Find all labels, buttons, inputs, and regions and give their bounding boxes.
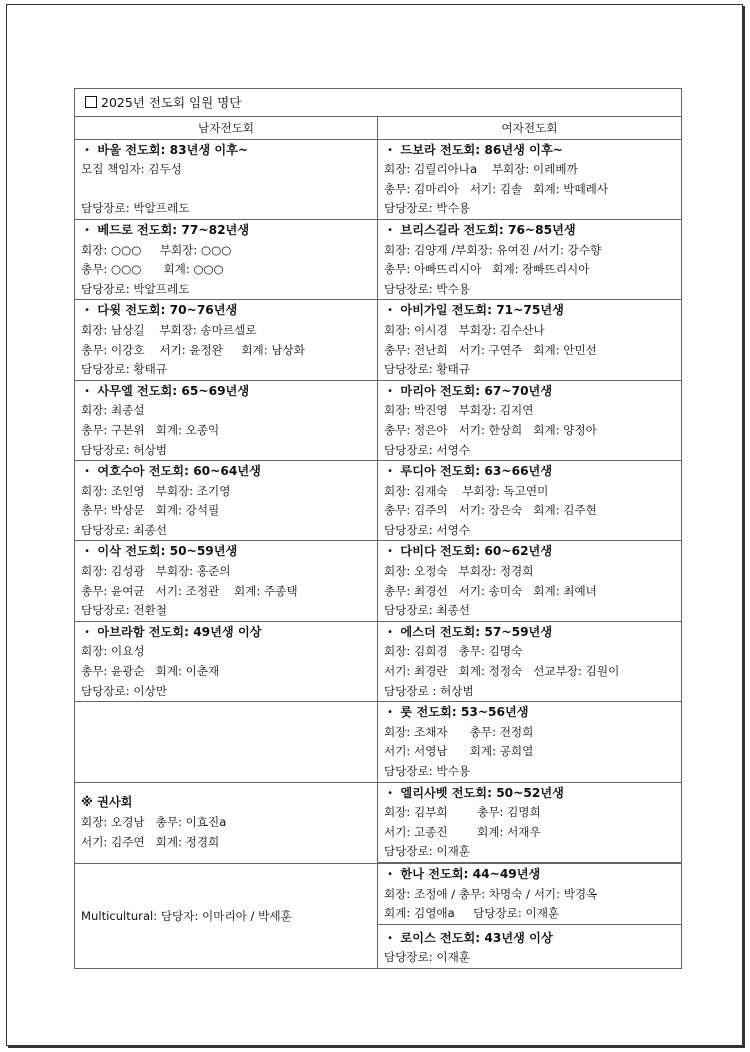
lois-line: 담당장로: 이재훈 [384, 950, 470, 965]
fellowship-title: ・ 여호수아 전도회: 60~64년생 [81, 464, 261, 479]
fellowship-line: 총무: 구본위 회계: 오종익 [81, 422, 220, 437]
male-fellowship-cell [75, 702, 378, 782]
title-text: 2025년 전도회 임원 명단 [101, 95, 242, 110]
female-fellowship-cell [378, 300, 682, 380]
fellowship-line: 총무: 김마리아 서기: 김솔 회계: 박떼레사 [384, 181, 609, 196]
elizabeth-line: 담당장로: 이재훈 [384, 844, 470, 859]
fellowship-title: ・ 루디아 전도회: 63~66년생 [384, 464, 553, 479]
roster-row [75, 139, 682, 219]
elizabeth-line: 회장: 김부희 총무: 김명희 [384, 805, 541, 820]
fellowship-line: 회장: 이시경 부회장: 김수산나 [384, 322, 545, 337]
elizabeth-title: ・ 엘리사벳 전도회: 50~52년생 [384, 785, 564, 800]
fellowship-line: 총무: 최경선 서기: 송미숙 회계: 최예녀 [384, 583, 597, 598]
fellowship-title: ・ 베드로 전도회: 77~82년생 [81, 222, 250, 237]
fellowship-line: 담당장로: 서영수 [384, 442, 470, 457]
male-column-header: 남자전도회 [75, 117, 378, 140]
fellowship-title: ・ 다비다 전도회: 60~62년생 [384, 544, 553, 559]
female-fellowship-cell [378, 541, 682, 621]
council-line: 회장: 오경남 총무: 이효진a [81, 814, 227, 829]
fellowship-line: 담당장로: 박수용 [384, 764, 470, 778]
fellowship-line: 서기: 최경란 회계: 정정숙 선교부장: 김원이 [384, 664, 620, 679]
fellowship-line: 담당장로: 박알프레도 [81, 281, 190, 296]
roster-row [75, 219, 682, 299]
fellowship-line: 담당장로: 허상범 [81, 442, 167, 457]
fellowship-line: 회장: 김릴리아나a 부회장: 이레베까 [384, 162, 578, 177]
fellowship-line: 모집 책임자: 김두성 [81, 162, 182, 177]
fellowship-line: 총무: 박상문 회계: 강석필 [81, 503, 220, 518]
fellowship-line: 총무: 정은아 서기: 한상희 회계: 양정아 [384, 422, 597, 437]
fellowship-line: 회장: 이요성 [81, 644, 145, 659]
fellowship-line: 담당장로: 황태규 [81, 362, 167, 377]
fellowship-title: ・ 아브라함 전도회: 49년생 이상 [81, 624, 262, 639]
roster-rows [75, 139, 682, 782]
fellowship-line: 총무: 윤여균 서기: 조정관 회계: 주종택 [81, 583, 298, 598]
council-title: ※ 권사회 [81, 795, 133, 810]
fellowship-title: ・ 룻 전도회: 53~56년생 [384, 705, 529, 720]
fellowship-title: ・ 이삭 전도회: 50~59년생 [81, 544, 238, 559]
fellowship-line [81, 742, 371, 762]
fellowship-line: 서기: 서영남 회계: 공희열 [384, 744, 534, 759]
fellowship-line: 회장: 김성광 부회장: 홍준의 [81, 564, 231, 579]
fellowship-line: 회장: 조인영 부회장: 조기영 [81, 483, 231, 498]
fellowship-line: 담당장로: 박수용 [384, 201, 470, 216]
officer-roster [74, 88, 681, 969]
fellowship-title: ・ 드보라 전도회: 86년생 이후~ [384, 142, 563, 157]
fellowship-title: ・ 아비가일 전도회: 71~75년생 [384, 303, 564, 318]
fellowship-title: ・ 마리아 전도회: 67~70년생 [384, 383, 553, 398]
fellowship-line: 담당장로: 박알프레도 [81, 201, 190, 216]
male-fellowship-cell [75, 219, 378, 299]
multicultural-text: Multicultural: 담당자: 이마리아 / 박세훈 [81, 908, 292, 923]
fellowship-line: 담당장로: 최종선 [81, 522, 167, 537]
fellowship-line: 총무: 김주의 서기: 장은숙 회계: 김주현 [384, 503, 597, 518]
fellowship-title: ・ 에스더 전도회: 57~59년생 [384, 624, 553, 639]
elizabeth-line: 서기: 고종진 회계: 서재우 [384, 824, 541, 839]
fellowship-line: 회장: ○○○ 부회장: ○○○ [81, 242, 232, 257]
multicultural-cell [75, 863, 378, 968]
fellowship-line: 담당장로: 박수용 [384, 281, 470, 296]
female-fellowship-cell [378, 461, 682, 541]
female-fellowship-cell [378, 621, 682, 701]
checkbox-square-icon [85, 96, 97, 108]
fellowship-line: 회장: 최종설 [81, 403, 145, 418]
roster-title [75, 89, 682, 117]
fellowship-title [81, 703, 371, 723]
roster-table [74, 88, 682, 969]
fellowship-line: 회장: 조채자 총무: 전정희 [384, 724, 534, 739]
fellowship-title: ・ 다윗 전도회: 70~76년생 [81, 303, 238, 318]
fellowship-line: 총무: 아빠뜨리시아 회계: 장빠뜨리시아 [384, 262, 590, 277]
fellowship-line: 총무: 전난희 서기: 구연주 회계: 안민선 [384, 342, 597, 357]
male-fellowship-cell [75, 541, 378, 621]
hannah-line: 회계: 김영애a 담당장로: 이재훈 [384, 906, 560, 921]
fellowship-line [81, 723, 371, 743]
female-column-header: 여자전도회 [378, 117, 682, 140]
female-fellowship-cell [378, 380, 682, 460]
elizabeth-cell [378, 782, 682, 862]
fellowship-line: 회장: 김재숙 부회장: 독고연미 [384, 483, 549, 498]
male-fellowship-cell [75, 300, 378, 380]
roster-row [75, 621, 682, 701]
fellowship-line [81, 762, 371, 782]
council-cell [75, 782, 378, 863]
fellowship-title: ・ 사무엘 전도회: 65~69년생 [81, 383, 250, 398]
fellowship-title: ・ 바울 전도회: 83년생 이후~ [81, 142, 249, 157]
roster-row [75, 461, 682, 541]
fellowship-line: 회장: 김희경 총무: 김명숙 [384, 644, 523, 659]
lois-title: ・ 로이스 전도회: 43년생 이상 [384, 930, 553, 945]
male-fellowship-cell [75, 461, 378, 541]
fellowship-line: 회장: 남상길 부회장: 송마르셀로 [81, 322, 257, 337]
fellowship-title: ・ 브리스길라 전도회: 76~85년생 [384, 222, 576, 237]
fellowship-line: 총무: ○○○ 회계: ○○○ [81, 262, 224, 277]
fellowship-line: 담당장로: 황태규 [384, 362, 470, 377]
hannah-cell [378, 863, 682, 924]
male-fellowship-cell [75, 621, 378, 701]
roster-row [75, 541, 682, 621]
fellowship-line: 총무: 윤광순 회계: 이춘재 [81, 664, 220, 679]
hannah-line: 회장: 조정애 / 총무: 차명숙 / 서기: 박경옥 [384, 886, 598, 901]
fellowship-line: 담당장로: 전환철 [81, 603, 167, 618]
roster-row [75, 702, 682, 782]
fellowship-line [81, 180, 371, 200]
male-fellowship-cell [75, 380, 378, 460]
fellowship-line: 담당장로: 최종선 [384, 603, 470, 618]
fellowship-line: 회장: 오정숙 부회장: 정경희 [384, 564, 534, 579]
hannah-title: ・ 한나 전도회: 44~49년생 [384, 866, 541, 881]
roster-row [75, 300, 682, 380]
council-line: 서기: 김주연 회계: 정경희 [81, 834, 220, 849]
female-fellowship-cell [378, 219, 682, 299]
male-fellowship-cell [75, 139, 378, 219]
female-fellowship-cell [378, 702, 682, 782]
roster-row [75, 380, 682, 460]
fellowship-line: 담당장로: 서영수 [384, 522, 470, 537]
fellowship-line: 회장: 김양재 /부회장: 유여진 /서기: 강수향 [384, 242, 602, 257]
fellowship-line: 회장: 박진영 부회장: 김지연 [384, 403, 534, 418]
fellowship-line: 담당장로 : 허상범 [384, 683, 474, 698]
fellowship-line: 담당장로: 이상만 [81, 683, 167, 698]
lois-cell [378, 924, 682, 968]
fellowship-line: 총무: 이강호 서기: 윤정완 회계: 남상화 [81, 342, 305, 357]
female-fellowship-cell [378, 139, 682, 219]
